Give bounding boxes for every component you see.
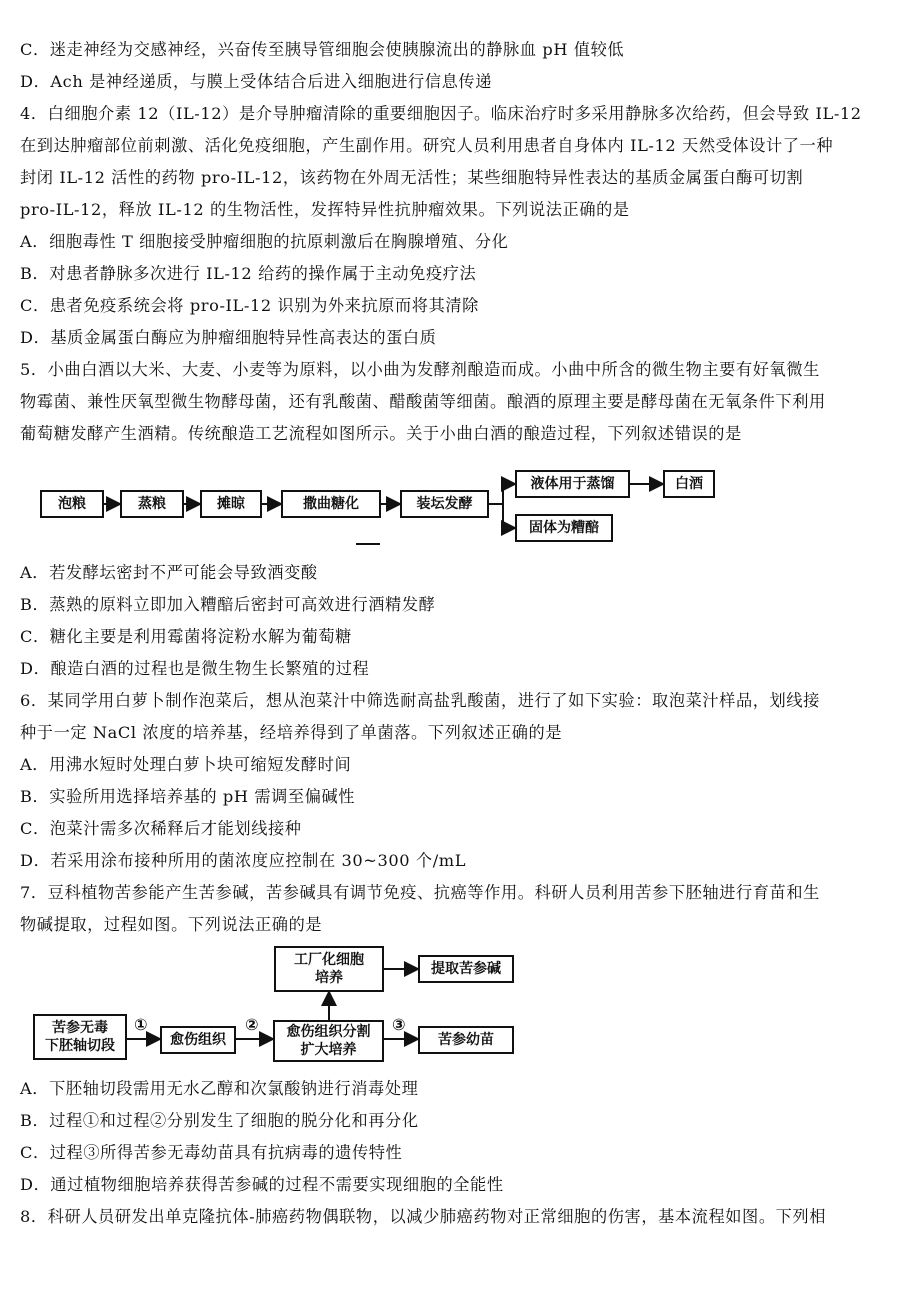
q5-option-c: C．糖化主要是利用霉菌将淀粉水解为葡萄糖 — [20, 627, 352, 646]
q7-option-c: C．过程③所得苦参无毒幼苗具有抗病毒的遗传特性 — [20, 1143, 403, 1162]
q4-option-d: D．基质金属蛋白酶应为肿瘤细胞特异性高表达的蛋白质 — [20, 328, 437, 347]
q5-stem-line-1: 5．小曲白酒以大米、大麦、小麦等为原料，以小曲为发酵剂酿造而成。小曲中所含的微生物主要有好氧微生 — [20, 360, 820, 379]
q3-option-c: C．迷走神经为交感神经，兴奋传至胰导管细胞会使胰腺流出的静脉血 pH 值较低 — [20, 40, 625, 59]
q6-option-c: C．泡菜汁需多次稀释后才能划线接种 — [20, 819, 302, 838]
step-saccharify: 撒曲糖化 — [281, 490, 381, 518]
step-2-label: ② — [245, 1015, 259, 1034]
q4-option-c: C．患者免疫系统会将 pro-IL-12 识别为外来抗原而将其清除 — [20, 296, 479, 315]
step-solid-residue: 固体为糟醅 — [515, 514, 613, 542]
q5-option-d: D．酿造白酒的过程也是微生物生长繁殖的过程 — [20, 659, 370, 678]
q6-stem-line-2: 种于一定 NaCl 浓度的培养基，经培养得到了单菌落。下列叙述正确的是 — [20, 723, 563, 742]
q5-stem-line-2: 物霉菌、兼性厌氧型微生物酵母菌，还有乳酸菌、醋酸菌等细菌。酿酒的原理主要是酵母菌在无氧条件下利用 — [20, 392, 826, 411]
step-factory-culture-line-1: 工厂化细胞 — [294, 952, 364, 968]
q6-option-b: B．实验所用选择培养基的 pH 需调至偏碱性 — [20, 787, 356, 806]
step-callus-expand — [273, 1020, 384, 1062]
step-ferment: 装坛发酵 — [400, 490, 489, 518]
step-hypocotyl — [33, 1014, 127, 1060]
step-cool-spread: 摊晾 — [200, 490, 262, 518]
q4-stem-line-3: 封闭 IL-12 活性的药物 pro-IL-12，该药物在外周无活性；某些细胞特异性表达的基质金属蛋白酶可切割 — [20, 168, 804, 187]
q7-option-d: D．通过植物细胞培养获得苦参碱的过程不需要实现细胞的全能性 — [20, 1175, 504, 1194]
step-extract-matrine: 提取苦参碱 — [418, 955, 514, 983]
q4-stem-line-1: 4．白细胞介素 12（IL-12）是介导肿瘤清除的重要细胞因子。临床治疗时多采用静脉多次给药，但会导致 IL-12 — [20, 104, 862, 123]
step-soak-grain: 泡粮 — [40, 490, 104, 518]
step-callus-expand-line-2: 扩大培养 — [300, 1042, 357, 1058]
step-steam-grain: 蒸粮 — [120, 490, 184, 518]
step-1-label: ① — [134, 1015, 148, 1034]
q7-option-a: A．下胚轴切段需用无水乙醇和次氯酸钠进行消毒处理 — [20, 1079, 419, 1098]
q6-option-d: D．若采用涂布接种所用的菌浓度应控制在 30~300 个/mL — [20, 851, 467, 870]
step-seedling: 苦参幼苗 — [418, 1026, 514, 1054]
q6-option-a: A．用沸水短时处理白萝卜块可缩短发酵时间 — [20, 755, 352, 774]
q7-option-b: B．过程①和过程②分别发生了细胞的脱分化和再分化 — [20, 1111, 419, 1130]
step-hypocotyl-line-1: 苦参无毒 — [52, 1020, 108, 1036]
q4-option-b: B．对患者静脉多次进行 IL-12 给药的操作属于主动免疫疗法 — [20, 264, 477, 283]
q5-option-b: B．蒸熟的原料立即加入糟醅后密封可高效进行酒精发酵 — [20, 595, 436, 614]
q4-stem-line-4: pro-IL-12，释放 IL-12 的生物活性，发挥特异性抗肿瘤效果。下列说法正确的是 — [20, 200, 630, 219]
step-factory-culture-line-2: 培养 — [315, 970, 343, 986]
step-liquid-distill: 液体用于蒸馏 — [515, 470, 630, 498]
q4-option-a: A．细胞毒性 T 细胞接受肿瘤细胞的抗原刺激后在胸腺增殖、分化 — [20, 232, 509, 251]
step-liquor: 白酒 — [663, 470, 715, 498]
step-3-label: ③ — [392, 1015, 406, 1034]
q5-stem-line-3: 葡萄糖发酵产生酒精。传统酿造工艺流程如图所示。关于小曲白酒的酿造过程，下列叙述错误的是 — [20, 424, 742, 443]
q7-stem-line-1: 7．豆科植物苦参能产生苦参碱，苦参碱具有调节免疫、抗癌等作用。科研人员利用苦参下胚轴进行育苗和生 — [20, 883, 820, 902]
step-callus: 愈伤组织 — [160, 1026, 236, 1054]
q4-stem-line-2: 在到达肿瘤部位前刺激、活化免疫细胞，产生副作用。研究人员利用患者自身体内 IL-12 天然受体设计了一种 — [20, 136, 834, 155]
q5-option-a: A．若发酵坛密封不严可能会导致酒变酸 — [20, 563, 318, 582]
q8-stem-line-1: 8．科研人员研发出单克隆抗体-肺癌药物偶联物，以减少肺癌药物对正常细胞的伤害，基本流程如图。下列相 — [20, 1207, 826, 1226]
step-callus-expand-line-1: 愈伤组织分割 — [286, 1024, 371, 1040]
q6-stem-line-1: 6．某同学用白萝卜制作泡菜后，想从泡菜汁中筛选耐高盐乳酸菌，进行了如下实验：取泡菜汁样品，划线接 — [20, 691, 820, 710]
q7-stem-line-2: 物碱提取，过程如图。下列说法正确的是 — [20, 915, 323, 934]
q7-process-diagram — [0, 942, 900, 1072]
step-factory-culture — [274, 946, 384, 992]
q3-option-d: D．Ach 是神经递质，与膜上受体结合后进入细胞进行信息传递 — [20, 72, 492, 91]
step-hypocotyl-line-2: 下胚轴切段 — [45, 1038, 115, 1054]
q5-process-diagram — [0, 458, 900, 548]
